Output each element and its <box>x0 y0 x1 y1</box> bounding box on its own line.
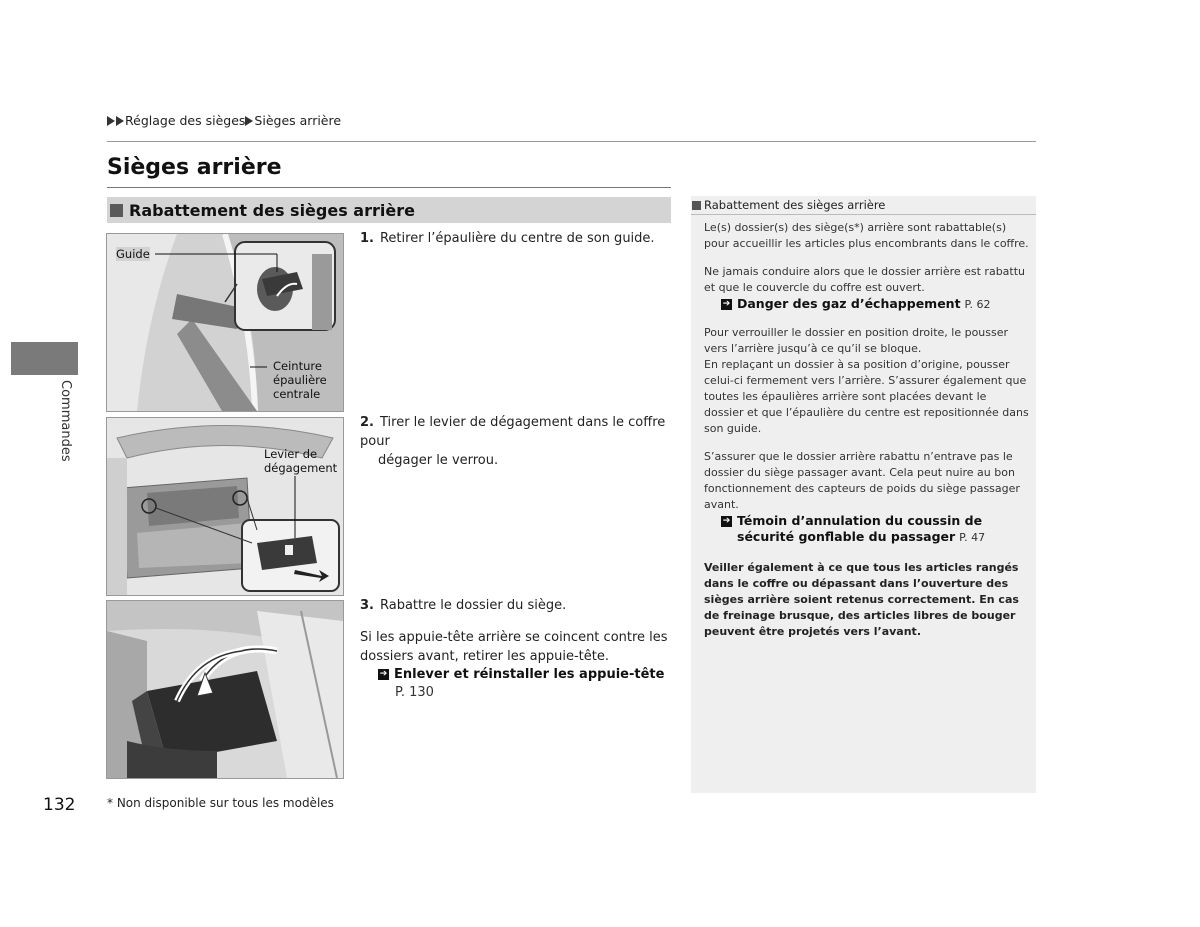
xref-arrow-icon: ➔ <box>722 516 731 526</box>
header-divider <box>107 141 1036 142</box>
step-text: Tirer le levier de dégagement dans le coffre pour <box>360 415 666 449</box>
breadcrumb-item: Sièges arrière <box>254 113 342 128</box>
step-text: dégager le verrou. <box>378 453 499 468</box>
xref-title[interactable]: Danger des gaz d’échappement <box>737 296 961 311</box>
figure-trunk-release <box>106 417 344 596</box>
sidebar-header <box>691 196 1036 215</box>
xref-arrow-icon: ➔ <box>722 299 731 309</box>
note-line: dossiers avant, retirer les appuie-tête. <box>360 649 609 664</box>
note-marker-icon <box>692 201 701 210</box>
step-number: 2. <box>360 415 374 430</box>
section-title: Rabattement des sièges arrière <box>129 200 415 220</box>
xref-headrests[interactable] <box>378 666 672 684</box>
footnote: * Non disponible sur tous les modèles <box>107 796 334 810</box>
page-number: 132 <box>43 795 76 815</box>
page-title: Sièges arrière <box>107 155 282 180</box>
step-text: Rabattre le dossier du siège. <box>379 598 567 613</box>
step-2 <box>360 413 672 470</box>
xref-title[interactable]: Témoin d’annulation du coussin de <box>737 513 983 528</box>
callout-lever-line: Levier de <box>264 447 318 461</box>
chapter-label <box>58 380 78 470</box>
step-text: Retirer l’épaulière du centre de son guide. <box>379 231 655 246</box>
figure-fold-seatback <box>106 600 344 779</box>
step-3-note <box>360 628 672 702</box>
sidebar-body <box>704 220 1029 652</box>
breadcrumb-arrow-icon <box>116 116 124 126</box>
breadcrumb-item: Réglage des sièges <box>125 113 246 128</box>
callout-belt-line: Ceinture <box>273 359 322 373</box>
callout-belt-line: épaulière <box>273 373 327 387</box>
sidebar-paragraph: Pour verrouiller le dossier en position droite, le pousser vers l’arrière jusqu’à ce qu’il se bloque. <box>704 326 1009 355</box>
xref-page[interactable] <box>395 684 672 702</box>
breadcrumb-arrow-icon <box>107 116 115 126</box>
callout-guide: Guide <box>116 247 150 261</box>
xref-page-number[interactable]: P. 62 <box>964 298 991 311</box>
title-divider <box>107 187 671 188</box>
step-1 <box>360 229 672 248</box>
sidebar-paragraph: Le(s) dossier(s) des siège(s*) arrière sont rabattable(s) pour accueillir les articles plus encombrants dans le coffre. <box>704 221 1029 250</box>
callout-lever-line: dégagement <box>264 461 338 475</box>
sidebar-notes <box>691 196 1036 793</box>
step-number: 3. <box>360 598 374 613</box>
sidebar-paragraph: Ne jamais conduire alors que le dossier arrière est rabattu et que le couvercle du coffre est ouvert. <box>704 265 1026 294</box>
sidebar-paragraph: En replaçant un dossier à sa position d’origine, pousser celui-ci fermement vers l’arrière. S’assurer également que toutes les épaulières arrière sont placées devant le dossier et que l’épaulière du centre est repositionnée dans son guide. <box>704 358 1029 435</box>
breadcrumb <box>107 113 341 128</box>
xref-exhaust[interactable] <box>721 296 1029 313</box>
xref-page-number[interactable]: P. 130 <box>395 685 434 700</box>
xref-airbag[interactable] <box>721 513 1029 546</box>
sidebar-header-text: Rabattement des sièges arrière <box>704 198 886 212</box>
xref-arrow-icon: ➔ <box>379 669 388 679</box>
step-number: 1. <box>360 231 374 246</box>
section-square-icon <box>110 204 123 217</box>
xref-page-number[interactable]: P. 47 <box>959 531 986 544</box>
step-3 <box>360 596 672 615</box>
sidebar-paragraph: S’assurer que le dossier arrière rabattu n’entrave pas le dossier du siège passager avant. Cela peut nuire au bon fonctionnement des capteurs de poids du siège passager avant. <box>704 450 1020 511</box>
xref-title[interactable]: sécurité gonflable du passager <box>737 529 956 544</box>
section-heading <box>107 197 671 223</box>
callout-lever <box>264 447 337 475</box>
sidebar-warning: Veiller également à ce que tous les articles rangés dans le coffre ou dépassant dans l’ouverture des sièges arrière soient retenus correctement. En cas de freinage brusque, des articles libres de bouger peuvent être projetés vers l’avant. <box>704 561 1019 638</box>
chapter-tab <box>11 342 78 375</box>
xref-title[interactable]: Enlever et réinstaller les appuie-tête <box>394 667 665 682</box>
note-line: Si les appuie-tête arrière se coincent contre les <box>360 630 668 645</box>
callout-belt <box>273 359 327 401</box>
callout-belt-line: centrale <box>273 387 321 401</box>
chapter-label-text: Commandes <box>58 380 73 462</box>
breadcrumb-arrow-icon <box>245 116 253 126</box>
